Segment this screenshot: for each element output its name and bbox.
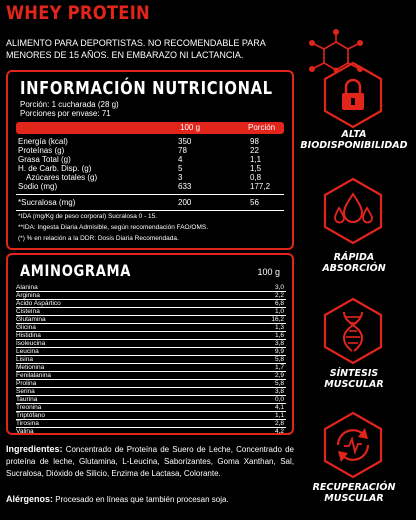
benefit-line-1: RÁPIDA xyxy=(333,252,375,263)
amino-value: 4,2 xyxy=(274,428,284,435)
col-portion: Porción xyxy=(248,123,276,132)
amino-label: Arginina xyxy=(16,292,40,299)
row-value-100g: 3 xyxy=(178,173,183,182)
amino-label: Treonina xyxy=(16,404,42,411)
drops-hexagon-icon xyxy=(318,176,388,246)
row-label: Proteínas (g) xyxy=(18,146,65,155)
amino-value: 1,0 xyxy=(274,308,284,315)
table-row xyxy=(18,164,284,173)
allergens-value: Procesado en líneas que también procesan soja. xyxy=(55,495,229,504)
amino-value: 5,8 xyxy=(274,356,284,363)
row-value-portion: 1,1 xyxy=(250,155,262,164)
table-row xyxy=(16,380,286,388)
row-label: Sodio (mg) xyxy=(18,182,58,191)
table-row xyxy=(16,292,286,300)
row-value-portion: 177,2 xyxy=(250,182,271,191)
benefit-line-2: ABSORCIÓN xyxy=(322,263,386,274)
table-row xyxy=(16,412,286,420)
amino-label: Lisina xyxy=(16,356,33,363)
ingredients-label: Ingredientes: xyxy=(6,444,63,454)
amino-label: Cisteína xyxy=(16,308,40,315)
aminogram-box xyxy=(6,253,294,435)
nutrition-title: INFORMACIÓN NUTRICIONAL xyxy=(20,78,273,99)
table-row xyxy=(16,372,286,380)
amino-value: 4,1 xyxy=(274,404,284,411)
amino-value: 1,7 xyxy=(274,364,284,371)
row-value-100g: 78 xyxy=(178,146,187,155)
ingredients-list: Concentrado de Proteína de Suero de Leche, Concentrado de proteína de leche, Glutamina, L-Leucina, Saborizantes, Goma Xanthan, Sal, Sucralosa, Dióxido de Silicio, Enzima de Lactasa, Colorante. xyxy=(6,445,294,478)
amino-value: 0,0 xyxy=(274,396,284,403)
amino-label: Triptófano xyxy=(16,412,46,419)
nutrition-facts-box xyxy=(6,70,294,250)
nutrition-table-header xyxy=(16,122,284,134)
table-row xyxy=(16,348,286,356)
table-row xyxy=(18,155,284,164)
benefit-label xyxy=(296,482,412,504)
amino-value: 2,2 xyxy=(274,292,284,299)
amino-value: 1,1 xyxy=(274,412,284,419)
benefit-label xyxy=(296,368,412,390)
amino-label: Histidina xyxy=(16,332,41,339)
row-value-100g: 5 xyxy=(178,164,183,173)
amino-label: Tirosina xyxy=(16,420,39,427)
amino-value: 1,3 xyxy=(274,324,284,331)
col-100g: 100 g xyxy=(180,123,201,132)
table-row xyxy=(18,182,284,191)
amino-value: 3,8 xyxy=(274,340,284,347)
table-row xyxy=(16,332,286,340)
table-row xyxy=(16,356,286,364)
aminogram-title: AMINOGRAMA xyxy=(20,261,132,280)
aminogram-col-header: 100 g xyxy=(257,267,280,277)
footnote: **IDA: Ingesta Diaria Admisible, según recomendación FAO/OMS. xyxy=(18,224,209,231)
row-label: H. de Carb. Disp. (g) xyxy=(18,164,92,173)
table-row xyxy=(16,404,286,412)
amino-label: Glicina xyxy=(16,324,36,331)
table-row xyxy=(16,308,286,316)
benefit-line-1: SÍNTESIS xyxy=(329,368,379,379)
amino-value: 9,9 xyxy=(274,348,284,355)
row-value-portion: 0,8 xyxy=(250,173,262,182)
benefit-line-2: MUSCULAR xyxy=(324,493,384,504)
amino-label: Glutamina xyxy=(16,316,46,323)
amino-value: 2,9 xyxy=(274,372,284,379)
row-value-100g: 633 xyxy=(178,182,192,191)
amino-value: 6,8 xyxy=(274,300,284,307)
table-row xyxy=(16,420,286,428)
footnote: (*) % en relación a la DDR: Dosis Diaria Recomendada. xyxy=(18,235,179,242)
table-row xyxy=(16,316,286,324)
table-row xyxy=(16,324,286,332)
row-value-portion: 98 xyxy=(250,137,259,146)
row-value-portion: 56 xyxy=(250,198,259,207)
table-row xyxy=(26,173,284,182)
amino-label: Alanina xyxy=(16,284,38,291)
amino-label: Fenilalanina xyxy=(16,372,52,379)
benefit-line-2: MUSCULAR xyxy=(324,379,384,390)
table-row xyxy=(18,146,284,155)
row-label: *Sucralosa (mg) xyxy=(18,198,76,207)
table-row xyxy=(16,300,286,308)
row-value-portion: 22 xyxy=(250,146,259,155)
table-row xyxy=(18,198,284,207)
table-row xyxy=(16,284,286,292)
row-label: Grasa Total (g) xyxy=(18,155,71,164)
footnote: *IDA (mg/Kg de peso corporal) Sucralosa 0 - 15. xyxy=(18,213,158,220)
table-row xyxy=(16,340,286,348)
table-row xyxy=(16,428,286,436)
amino-value: 3,8 xyxy=(274,388,284,395)
amino-value: 16,2 xyxy=(271,316,284,323)
row-label: Energía (kcal) xyxy=(18,137,68,146)
benefit-label xyxy=(296,252,412,274)
allergens-label: Alérgenos: xyxy=(6,494,54,504)
amino-label: Metionina xyxy=(16,364,45,371)
ingredients-text xyxy=(6,443,294,480)
row-label: Azúcares totales (g) xyxy=(26,173,98,182)
amino-value: 3,0 xyxy=(274,284,284,291)
row-value-100g: 200 xyxy=(178,198,192,207)
amino-value: 1,6 xyxy=(274,332,284,339)
lock-hexagon-icon xyxy=(318,60,388,130)
table-row xyxy=(18,137,284,146)
benefit-line-1: RECUPERACIÓN xyxy=(312,482,396,493)
table-row xyxy=(16,396,286,404)
recovery-hexagon-icon xyxy=(318,410,388,480)
amino-value: 5,8 xyxy=(274,380,284,387)
table-row xyxy=(16,364,286,372)
row-value-100g: 4 xyxy=(178,155,183,164)
servings-per-pack: Porciones por envase: 71 xyxy=(20,109,111,118)
amino-value: 2,8 xyxy=(274,420,284,427)
warning-subtitle: ALIMENTO PARA DEPORTISTAS. NO RECOMENDABLE PARA MENORES DE 15 AÑOS. EN EMBARAZO NI LACTANCIA. xyxy=(6,38,266,60)
product-title: WHEY PROTEIN xyxy=(6,2,150,24)
amino-label: Serina xyxy=(16,388,35,395)
amino-label: Prolina xyxy=(16,380,37,387)
allergens-text xyxy=(6,494,294,504)
amino-label: Taurina xyxy=(16,396,38,403)
row-value-portion: 1,5 xyxy=(250,164,262,173)
benefit-line-2: BIODISPONIBILIDAD xyxy=(300,140,408,151)
amino-label: Valina xyxy=(16,428,34,435)
amino-label: Ácido Aspártico xyxy=(16,300,61,307)
benefit-line-1: ALTA xyxy=(341,129,367,140)
amino-label: Leucina xyxy=(16,348,39,355)
amino-label: Isoleucina xyxy=(16,340,46,347)
row-value-100g: 350 xyxy=(178,137,192,146)
dna-hexagon-icon xyxy=(318,296,388,366)
serving-size: Porción: 1 cucharada (28 g) xyxy=(20,100,119,109)
benefit-label xyxy=(296,129,412,151)
divider xyxy=(16,210,284,211)
divider xyxy=(16,194,284,195)
table-row xyxy=(16,388,286,396)
